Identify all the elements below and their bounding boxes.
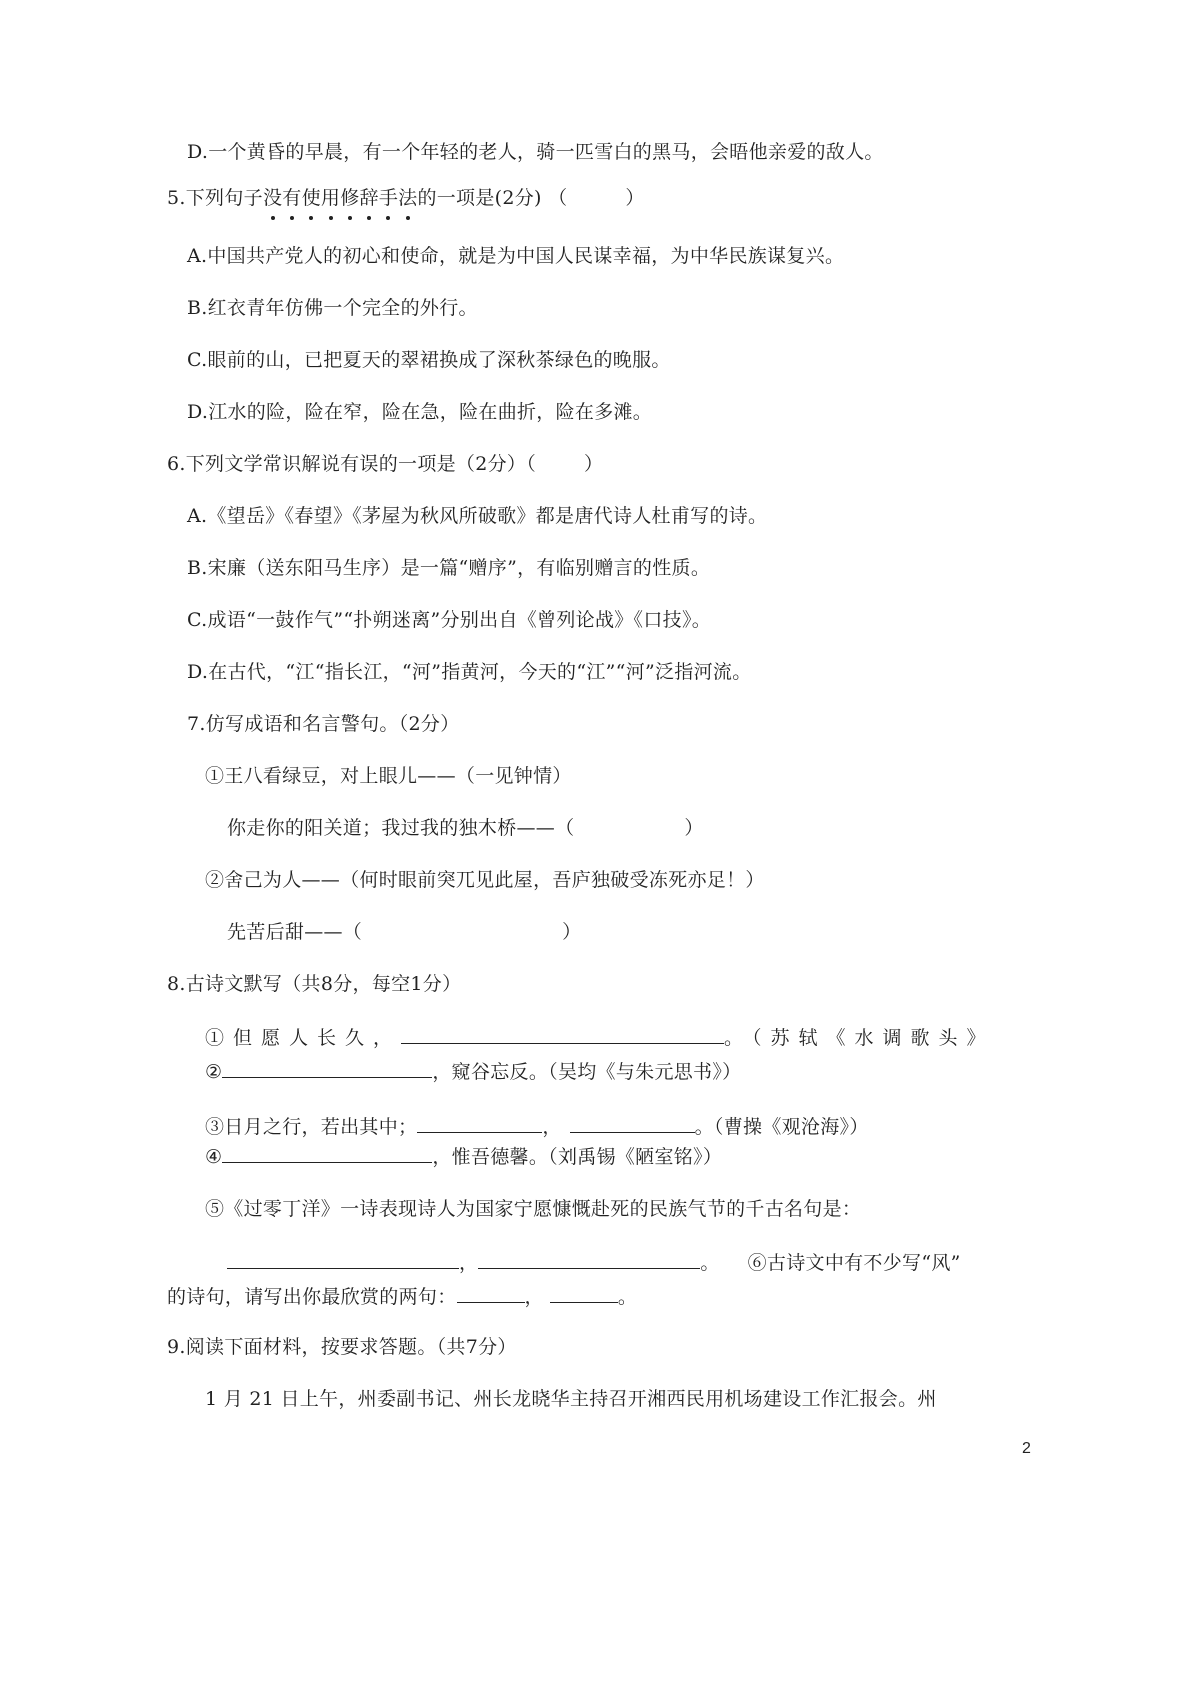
q5-option-b: B.红衣青年仿佛一个完全的外行。 <box>187 297 478 319</box>
emph-char: 没 <box>262 187 283 209</box>
q6-option-b: B.宋廉（送东阳马生序）是一篇“赠序”，有临别赠言的性质。 <box>187 557 711 579</box>
q8-line6-comma: ， <box>459 1252 479 1274</box>
q8-line4 <box>205 1142 722 1170</box>
q8-line1-suffix: 。（苏轼《水调歌头》 <box>724 1027 995 1049</box>
q8-line1-prefix: ①但愿人长久， <box>205 1027 402 1049</box>
emph-char: 辞 <box>359 187 379 209</box>
q8-line3-suffix: 。（曹操《观沧海》） <box>694 1116 869 1138</box>
q5-option-d: D.江水的险，险在窄，险在急，险在曲折，险在多滩。 <box>187 401 653 423</box>
q6-answer-paren-close: ） <box>584 453 604 475</box>
emph-char: 法 <box>398 187 418 209</box>
q5-stem-after: 的一项是(2分) <box>417 187 542 209</box>
q8-line7-comma: ， <box>524 1286 544 1308</box>
emph-char: 用 <box>320 187 341 209</box>
q5-answer-paren-close: ） <box>625 187 645 209</box>
q7-item2-write <box>227 919 581 945</box>
q5-option-c: C.眼前的山，已把夏天的翠裙换成了深秋茶绿色的晚服。 <box>187 349 671 371</box>
q7-item1: ①王八看绿豆，对上眼儿——（一见钟情） <box>205 765 572 787</box>
q6-stem-text: 6.下列文学常识解说有误的一项是（2分） <box>167 453 527 475</box>
q8-blank-8[interactable] <box>457 1282 525 1303</box>
q8-line7-prefix: 的诗句，请写出你最欣赏的两句： <box>167 1286 457 1308</box>
q5-stem <box>167 185 645 211</box>
emph-char: 有 <box>282 187 302 209</box>
q6-option-c: C.成语“一鼓作气”“扑朔迷离”分别出自《曾列论战》《口技》。 <box>187 609 712 631</box>
q8-line7 <box>167 1282 637 1310</box>
q8-blank-2[interactable] <box>222 1057 432 1078</box>
q4-option-d: D.一个黄昏的早晨，有一个年轻的老人，骑一匹雪白的黑马，会晤他亲爱的敌人。 <box>187 141 884 163</box>
q8-line4-suffix: ，惟吾德馨。（刘禹锡《陋室铭》） <box>432 1146 723 1168</box>
q5-stem-emphasis <box>263 187 418 209</box>
q6-stem <box>167 451 603 477</box>
q7-stem: 7.仿写成语和名言警句。（2分） <box>187 713 460 735</box>
q6-answer-paren-open: （ <box>526 453 537 475</box>
q8-blank-5[interactable] <box>222 1142 432 1163</box>
q8-blank-1[interactable] <box>401 1023 724 1044</box>
q8-line2-suffix: ，窥谷忘反。（吴均《与朱元思书》） <box>432 1061 742 1083</box>
q8-line6 <box>227 1248 961 1276</box>
q8-line3-comma: ， <box>542 1116 562 1138</box>
q8-blank-4[interactable] <box>570 1112 695 1133</box>
q7-item2-prompt: 先苦后甜——（ <box>227 921 363 943</box>
q8-line2 <box>205 1057 741 1085</box>
page-number: 2 <box>1022 1440 1031 1457</box>
q8-line1 <box>205 1023 995 1051</box>
q6-option-d: D.在古代，“江“指长江，“河”指黄河，今天的“江”“河”泛指河流。 <box>187 661 752 683</box>
q7-item2-paren-close: ） <box>562 921 582 943</box>
q8-blank-9[interactable] <box>550 1282 618 1303</box>
q8-blank-6[interactable] <box>227 1248 459 1269</box>
q7-item2: ②舍己为人——（何时眼前突兀见此屋，吾庐独破受冻死亦足！） <box>205 869 765 891</box>
q8-line5: ⑤《过零丁洋》一诗表现诗人为国家宁愿慷慨赴死的民族气节的千古名句是： <box>205 1198 862 1220</box>
q8-item6-text: ⑥古诗文中有不少写“风” <box>747 1252 961 1274</box>
q9-paragraph-start: 1 月 21 日上午，州委副书记、州长龙晓华主持召开湘西民用机场建设工作汇报会。州 <box>205 1388 937 1410</box>
q8-line3-prefix: ③日月之行，若出其中； <box>205 1116 418 1138</box>
q6-option-a: A.《望岳》《春望》《茅屋为秋风所破歌》都是唐代诗人杜甫写的诗。 <box>187 505 768 527</box>
q8-line4-prefix: ④ <box>205 1146 223 1168</box>
q9-stem: 9.阅读下面材料，按要求答题。（共7分） <box>167 1336 517 1358</box>
q8-line7-period: 。 <box>617 1286 638 1308</box>
q5-stem-before: 5.下列句子 <box>167 187 263 209</box>
q8-line6-period: 。 <box>700 1252 720 1274</box>
emph-char: 使 <box>301 187 321 209</box>
q7-item1-write <box>227 815 704 841</box>
q7-item1-prompt: 你走你的阳关道；我过我的独木桥——（ <box>227 817 575 839</box>
q8-blank-7[interactable] <box>478 1248 700 1269</box>
q5-answer-paren-open: （ <box>548 187 568 209</box>
q8-line3 <box>205 1112 869 1140</box>
q7-item1-paren-close: ） <box>684 817 704 839</box>
q8-stem: 8.古诗文默写（共8分，每空1分） <box>167 973 462 995</box>
emph-char: 修 <box>340 187 360 209</box>
emph-char: 手 <box>378 187 399 209</box>
q8-line2-prefix: ② <box>205 1061 223 1083</box>
q5-option-a: A.中国共产党人的初心和使命，就是为中国人民谋幸福，为中华民族谋复兴。 <box>187 245 845 267</box>
q8-blank-3[interactable] <box>417 1112 542 1133</box>
